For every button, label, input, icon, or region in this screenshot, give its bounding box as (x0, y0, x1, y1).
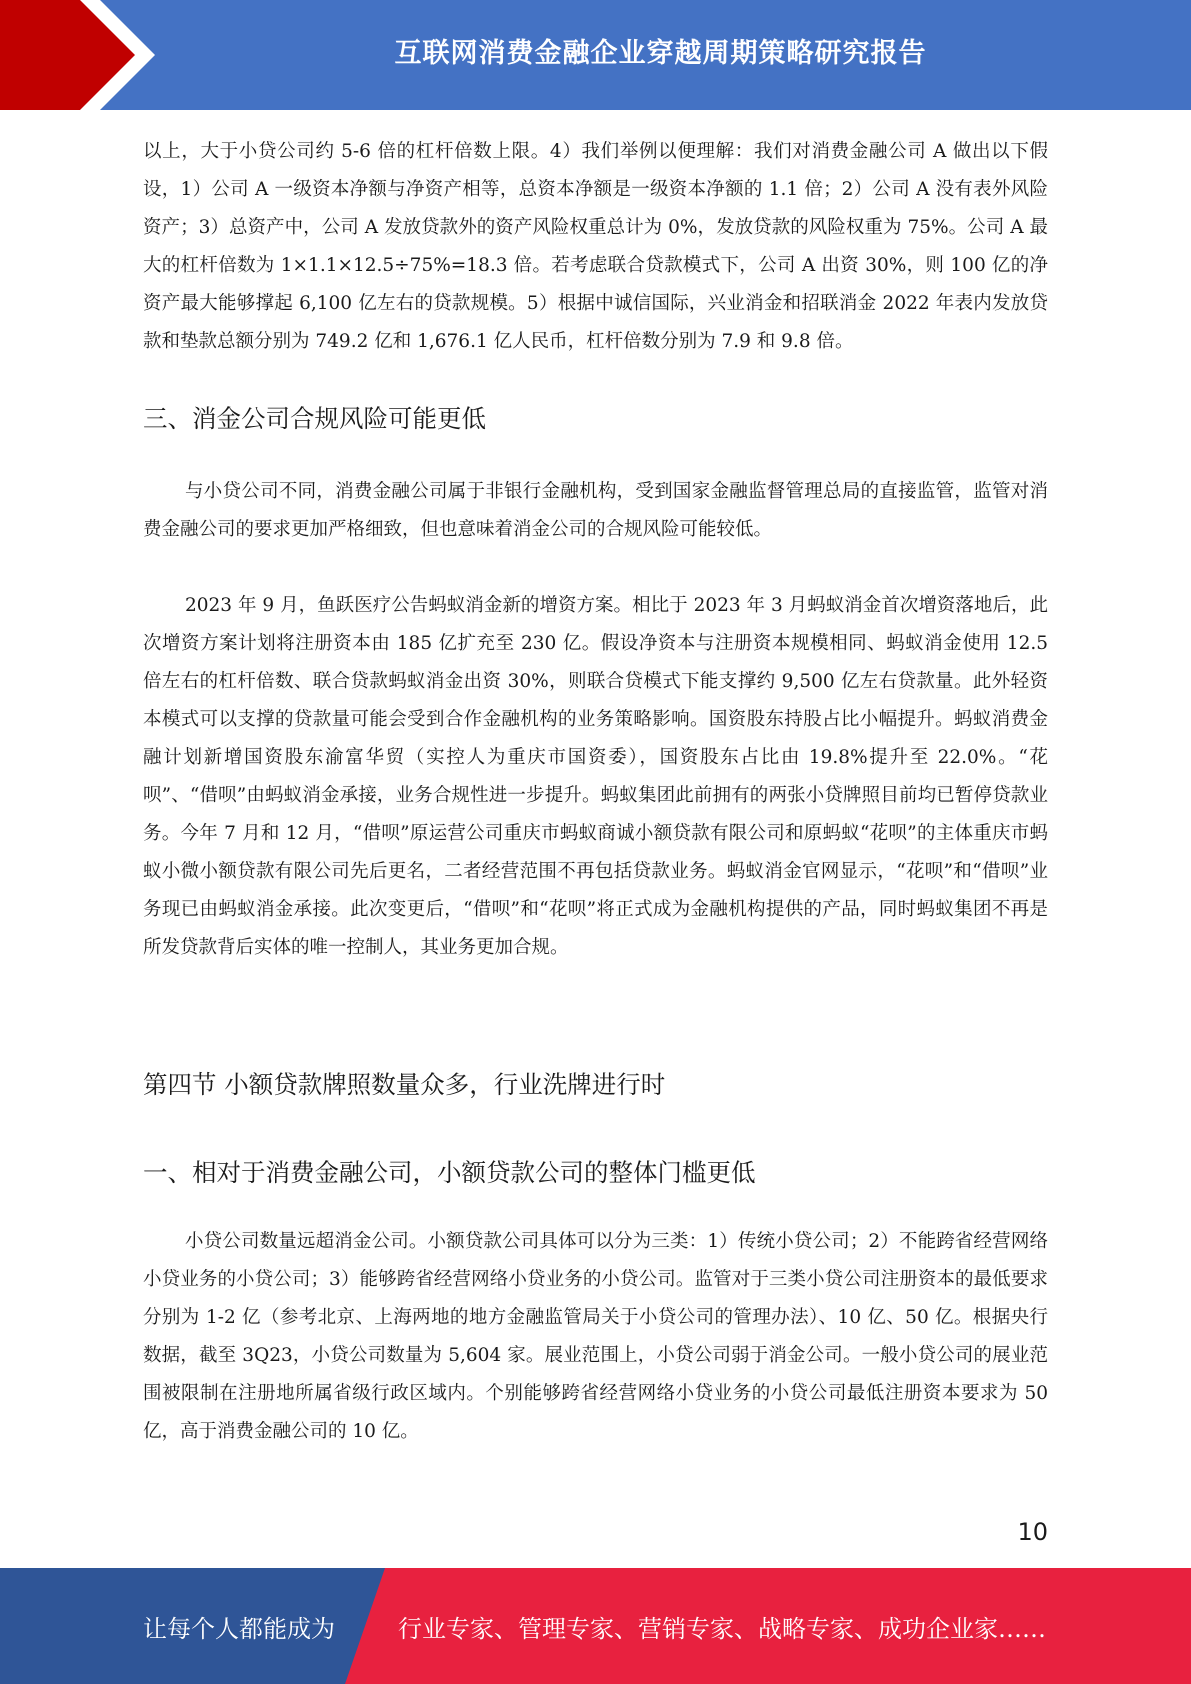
footer-slogan-left: 让每个人都能成为 (143, 1614, 335, 1643)
page-number: 10 (1017, 1518, 1048, 1546)
section-heading-4: 第四节 小额贷款牌照数量众多，行业洗牌进行时 (143, 1070, 666, 1099)
page-header (0, 0, 1191, 110)
paragraph-regulation: 与小贷公司不同，消费金融公司属于非银行金融机构，受到国家金融监督管理总局的直接监管，监管对消费金融公司的要求更加严格细致，但也意味着消金公司的合规风险可能较低。 (143, 481, 1048, 540)
footer-slogan-right: 行业专家、管理专家、营销专家、战略专家、成功企业家…… (398, 1614, 1046, 1643)
heading-compliance-risk: 三、消金公司合规风险可能更低 (143, 404, 486, 433)
paragraph-leverage-example: 以上，大于小贷公司约 5-6 倍的杠杆倍数上限。4）我们举例以便理解：我们对消费金融公司 A 做出以下假设，1）公司 A 一级资本净额与净资产相等，总资本净额是一级资本净额的 1.1 倍；2）公司 A 没有表外风险资产；3）总资产中，公司 A 发放贷款外的资产风险权重总计为 0%，发放贷款的风险权重为 75%。公司 A 最大的杠杆倍数为 1×1.1×12.5÷75%=18.3 倍。若考虑联合贷款模式下，公司 A 出资 30%，则 100 亿的净资产最大能够撑起 6,100 亿左右的贷款规模。5）根据中诚信国际，兴业消金和招联消金 2022 年表内发放贷款和垫款总额分别为 749.2 亿和 1,676.1 亿人民币，杠杆倍数分别为 7.9 和 9.8 倍。 (143, 141, 1048, 352)
heading-microloan-threshold: 一、相对于消费金融公司，小额贷款公司的整体门槛更低 (143, 1158, 756, 1187)
report-title: 互联网消费金融企业穿越周期策略研究报告 (394, 37, 927, 69)
page-footer (0, 1568, 1191, 1684)
paragraph-ant-consumer-finance: 2023 年 9 月，鱼跃医疗公告蚂蚁消金新的增资方案。相比于 2023 年 3 月蚂蚁消金首次增资落地后，此次增资方案计划将注册资本由 185 亿扩充至 230 亿。假设净资本与注册资本规模相同、蚂蚁消金使用 12.5 倍左右的杠杆倍数、联合贷款蚂蚁消金出资 30%，则联合贷模式下能支撑约 9,500 亿左右贷款量。此外轻资本模式可以支撑的贷款量可能会受到合作金融机构的业务策略影响。国资股东持股占比小幅提升。蚂蚁消费金融计划新增国资股东渝富华贸（实控人为重庆市国资委），国资股东占比由 19.8%提升至 22.0%。“花呗”、“借呗”由蚂蚁消金承接，业务合规性进一步提升。蚂蚁集团此前拥有的两张小贷牌照目前均已暂停贷款业务。今年 7 月和 12 月，“借呗”原运营公司重庆市蚂蚁商诚小额贷款有限公司和原蚂蚁“花呗”的主体重庆市蚂蚁小微小额贷款有限公司先后更名，二者经营范围不再包括贷款业务。蚂蚁消金官网显示，“花呗”和“借呗”业务现已由蚂蚁消金承接。此次变更后，“借呗”和“花呗”将正式成为金融机构提供的产品，同时蚂蚁集团不再是所发贷款背后实体的唯一控制人，其业务更加合规。 (143, 595, 1048, 958)
paragraph-microloan-companies: 小贷公司数量远超消金公司。小额贷款公司具体可以分为三类：1）传统小贷公司；2）不能跨省经营网络小贷业务的小贷公司；3）能够跨省经营网络小贷业务的小贷公司。监管对于三类小贷公司注册资本的最低要求分别为 1-2 亿（参考北京、上海两地的地方金融监管局关于小贷公司的管理办法）、10 亿、50 亿。根据央行数据，截至 3Q23，小贷公司数量为 5,604 家。展业范围上，小贷公司弱于消金公司。一般小贷公司的展业范围被限制在注册地所属省级行政区域内。个别能够跨省经营网络小贷业务的小贷公司最低注册资本要求为 50 亿，高于消费金融公司的 10 亿。 (143, 1231, 1048, 1442)
main-content (143, 133, 1048, 1451)
